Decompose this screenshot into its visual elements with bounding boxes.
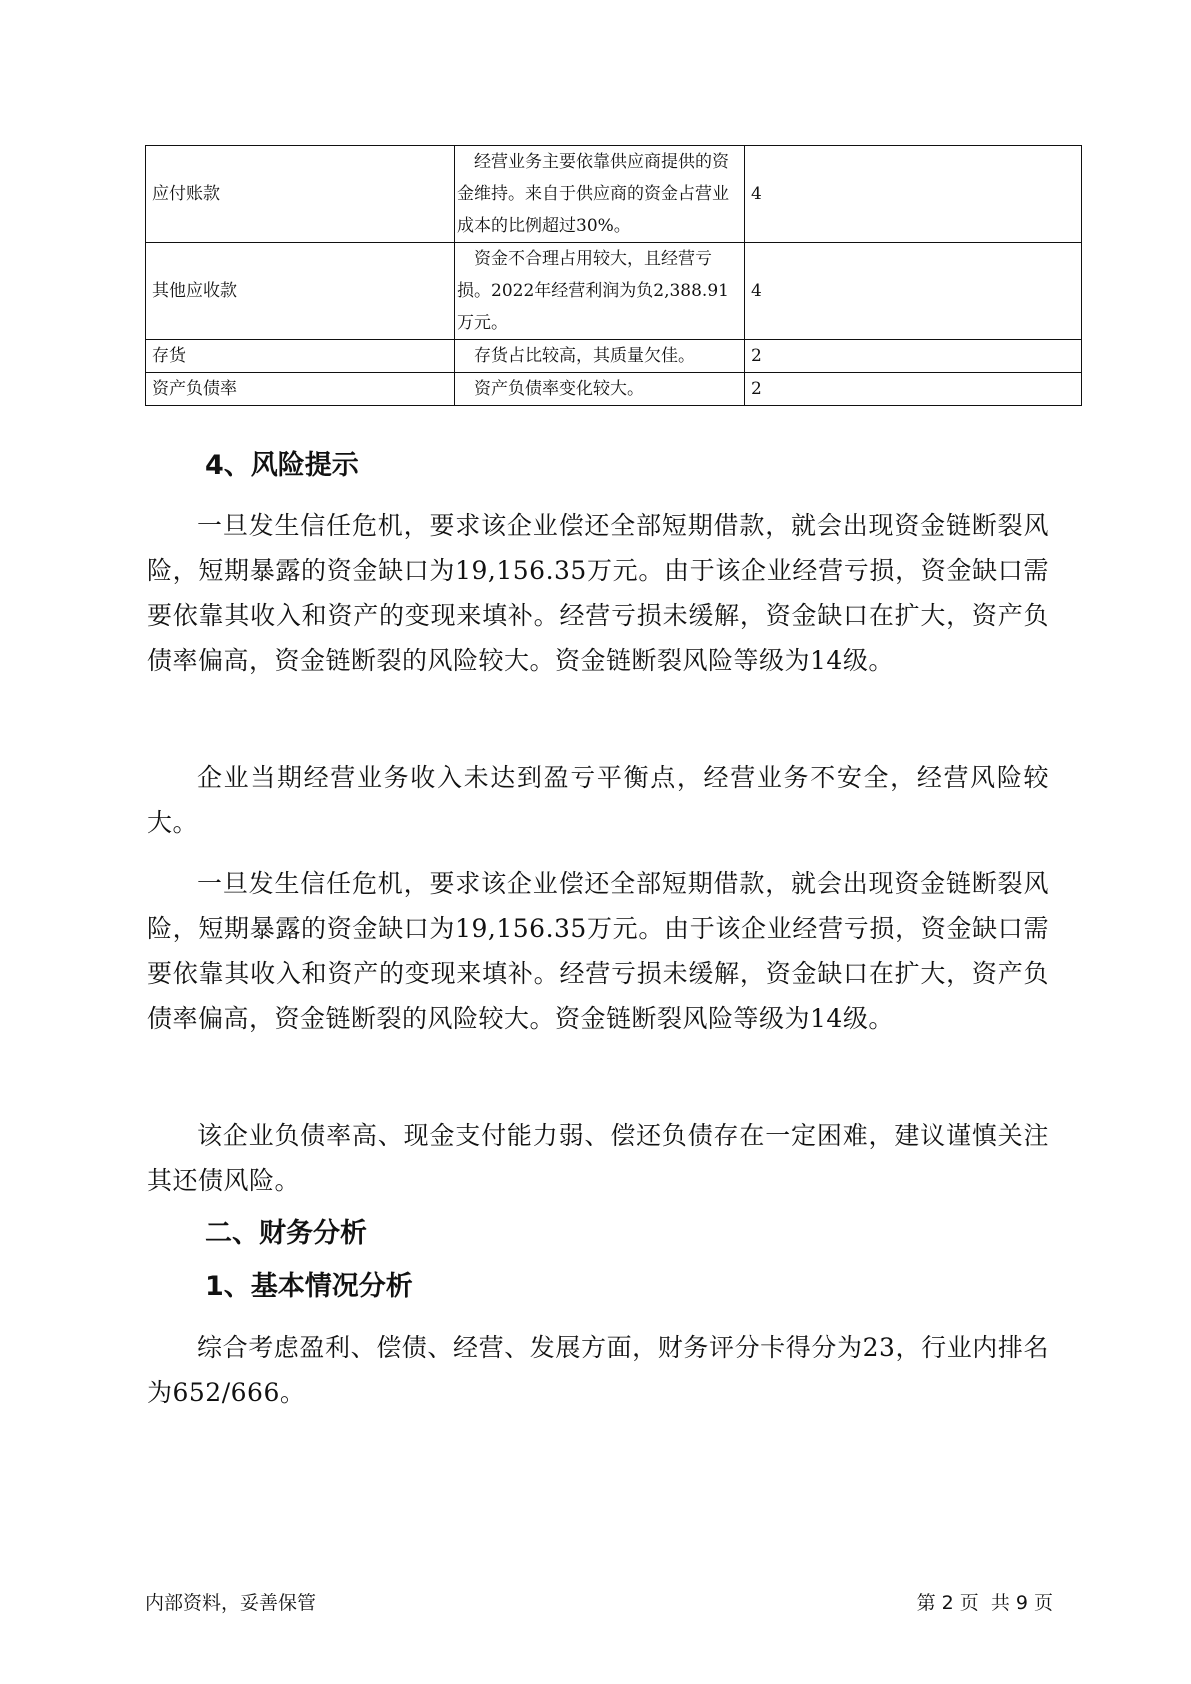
subsection-heading: 1、基本情况分析 (205, 1271, 413, 1302)
table-cell-item: 存货 (146, 340, 455, 373)
table-cell-description: 资产负债率变化较大。 (455, 373, 745, 406)
section-heading-finance: 二、财务分析 (205, 1218, 367, 1249)
table-row (146, 340, 1082, 373)
paragraph: 一旦发生信任危机，要求该企业偿还全部短期借款，就会出现资金链断裂风险，短期暴露的资金缺口为19,156.35万元。由于该企业经营亏损，资金缺口需要依靠其收入和资产的变现来填补。经营亏损未缓解，资金缺口在扩大，资产负债率偏高，资金链断裂的风险较大。资金链断裂风险等级为14级。 (147, 869, 1049, 1033)
paragraph: 企业当期经营业务收入未达到盈亏平衡点，经营业务不安全，经营风险较大。 (147, 763, 1049, 837)
table-row (146, 146, 1082, 243)
footer-confidential: 内部资料，妥善保管 (145, 1592, 317, 1614)
table-row (146, 373, 1082, 406)
table-cell-item: 资产负债率 (146, 373, 455, 406)
table-row (146, 243, 1082, 340)
risk-table (145, 145, 1082, 406)
paragraph: 一旦发生信任危机，要求该企业偿还全部短期借款，就会出现资金链断裂风险，短期暴露的资金缺口为19,156.35万元。由于该企业经营亏损，资金缺口需要依靠其收入和资产的变现来填补。经营亏损未缓解，资金缺口在扩大，资产负债率偏高，资金链断裂的风险较大。资金链断裂风险等级为14级。 (147, 511, 1049, 675)
footer-page-number: 第 2 页 共 9 页 (916, 1592, 1053, 1614)
paragraph: 综合考虑盈利、偿债、经营、发展方面，财务评分卡得分为23，行业内排名为652/666。 (147, 1333, 1049, 1407)
section-heading-risk: 4、风险提示 (205, 450, 359, 481)
table-cell-description: 资金不合理占用较大，且经营亏损。2022年经营利润为负2,388.91万元。 (455, 243, 745, 340)
table-cell-score: 2 (745, 340, 1082, 373)
table-cell-item: 其他应收款 (146, 243, 455, 340)
table-cell-item: 应付账款 (146, 146, 455, 243)
table-cell-score: 2 (745, 373, 1082, 406)
paragraph: 该企业负债率高、现金支付能力弱、偿还负债存在一定困难，建议谨慎关注其还债风险。 (147, 1121, 1049, 1195)
table-cell-score: 4 (745, 243, 1082, 340)
table-cell-score: 4 (745, 146, 1082, 243)
table-cell-description: 经营业务主要依靠供应商提供的资金维持。来自于供应商的资金占营业成本的比例超过30%。 (455, 146, 745, 243)
table-cell-description: 存货占比较高，其质量欠佳。 (455, 340, 745, 373)
